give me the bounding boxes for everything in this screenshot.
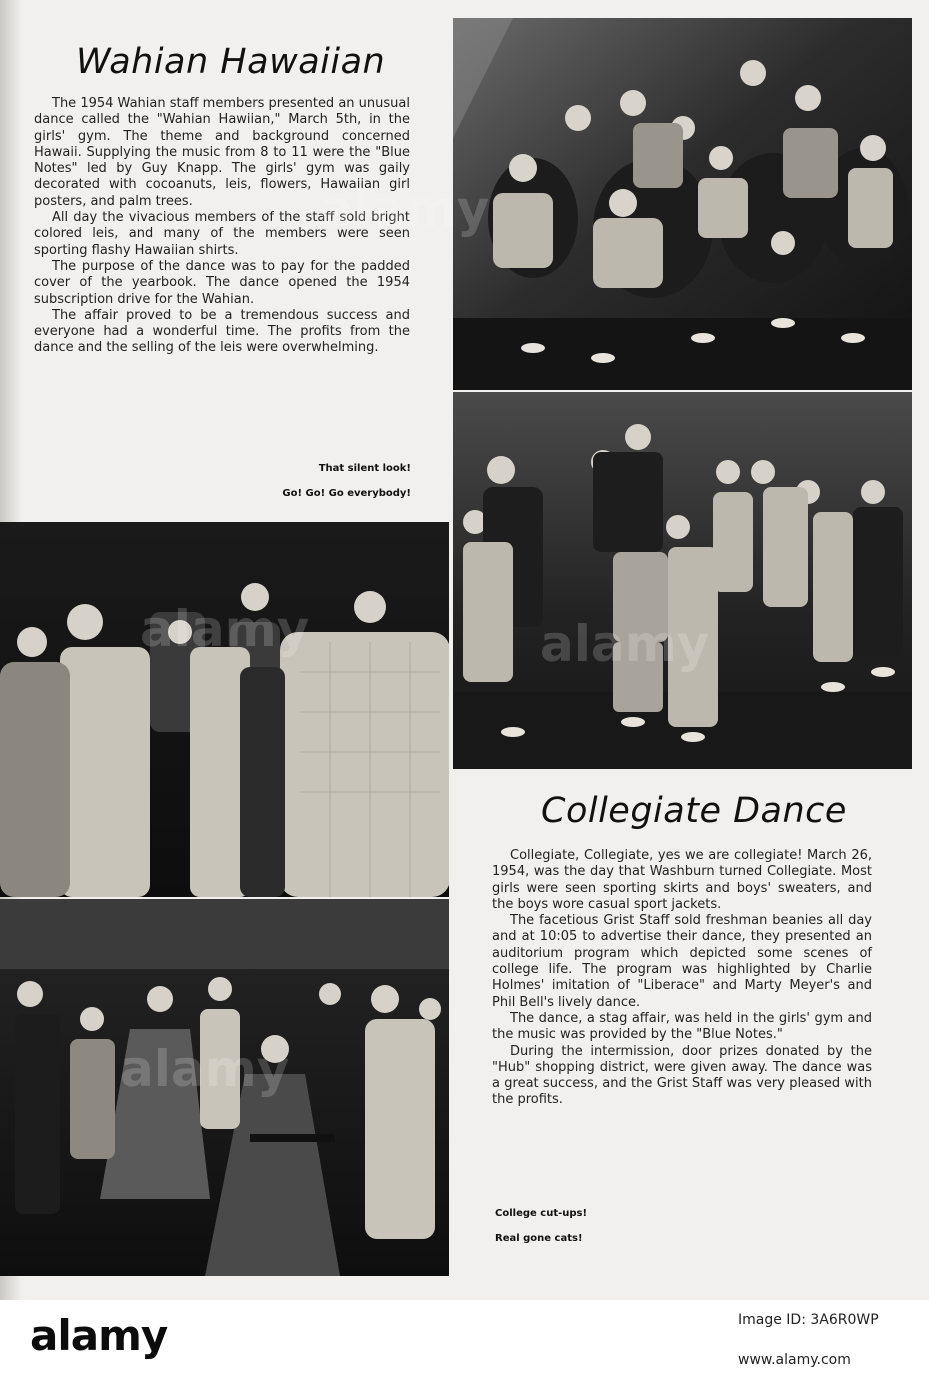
wahian-title: Wahian Hawaiian xyxy=(76,42,386,82)
alamy-url-link[interactable]: www.alamy.com xyxy=(738,1352,851,1368)
wahian-dance-photo-image xyxy=(0,522,449,897)
image-id-label: Image ID: 3A6R0WP xyxy=(738,1312,879,1328)
photo-caption: College cut-ups! xyxy=(495,1208,588,1219)
collegiate-article xyxy=(492,848,872,1109)
wahian-paragraph: The 1954 Wahian staff members presented an unusual dance called the "Wahian Hawiian," March 5th, in the girls' gym. The theme and background concerned Hawaii. Supplying the music from 8 to 11 were the "Blue Notes" led by Guy Knapp. The girls' gym was gaily decorated with cocoanuts, leis, flowers, Hawaiian girl posters, and palm trees. xyxy=(34,96,410,209)
wahian-article xyxy=(34,96,410,357)
collegiate-paragraph: The dance, a stag affair, was held in the girls' gym and the music was provided by the "Blue Notes." xyxy=(492,1010,872,1043)
collegiate-paragraph: The facetious Grist Staff sold freshman beanies all day and at 10:05 to advertise their dance, they presented an auditorium program which depicted some scenes of college life. The program was highlighted by Charlie Holmes' imitation of "Liberace" and Marty Meyer's and Phil Bell's lively dance. xyxy=(492,913,872,1010)
collegiate-dance-photo-image xyxy=(0,899,449,1276)
photo-caption: Real gone cats! xyxy=(495,1233,583,1244)
alamy-watermark: alamy xyxy=(320,180,490,238)
staff-group-photo xyxy=(453,18,912,390)
photo-caption: That silent look! xyxy=(318,463,411,474)
wahian-paragraph: All day the vivacious members of the staff sold bright colored leis, and many of the members were seen sporting flashy Hawaiian shirts. xyxy=(34,210,410,258)
staff-group-photo-image xyxy=(453,18,912,390)
wahian-dance-photo xyxy=(0,522,449,897)
collegiate-title: Collegiate Dance xyxy=(541,791,847,831)
collegiate-paragraph: Collegiate, Collegiate, yes we are collegiate! March 26, 1954, was the day that Washburn turned Collegiate. Most girls were seen sporting skirts and boys' sweaters, and the boys wore casual sport jackets. xyxy=(492,848,872,912)
alamy-logo[interactable]: alamy xyxy=(30,1311,168,1360)
wahian-paragraph: The affair proved to be a tremendous success and everyone had a wonderful time. The profits from the dance and the selling of the leis were overwhelming. xyxy=(34,307,410,356)
photo-caption: Go! Go! Go everybody! xyxy=(282,488,411,499)
collegiate-paragraph: During the intermission, door prizes donated by the "Hub" shopping district, were given away. The dance was a great success, and the Grist Staff was very pleased with the profits. xyxy=(492,1043,872,1108)
wahian-paragraph: The purpose of the dance was to pay for the padded cover of the yearbook. The dance opened the 1954 subscription drive for the Wahian. xyxy=(34,258,410,307)
collegiate-dance-photo xyxy=(0,899,449,1276)
couples-dancing-photo-image xyxy=(453,392,912,769)
couples-dancing-photo xyxy=(453,392,912,769)
